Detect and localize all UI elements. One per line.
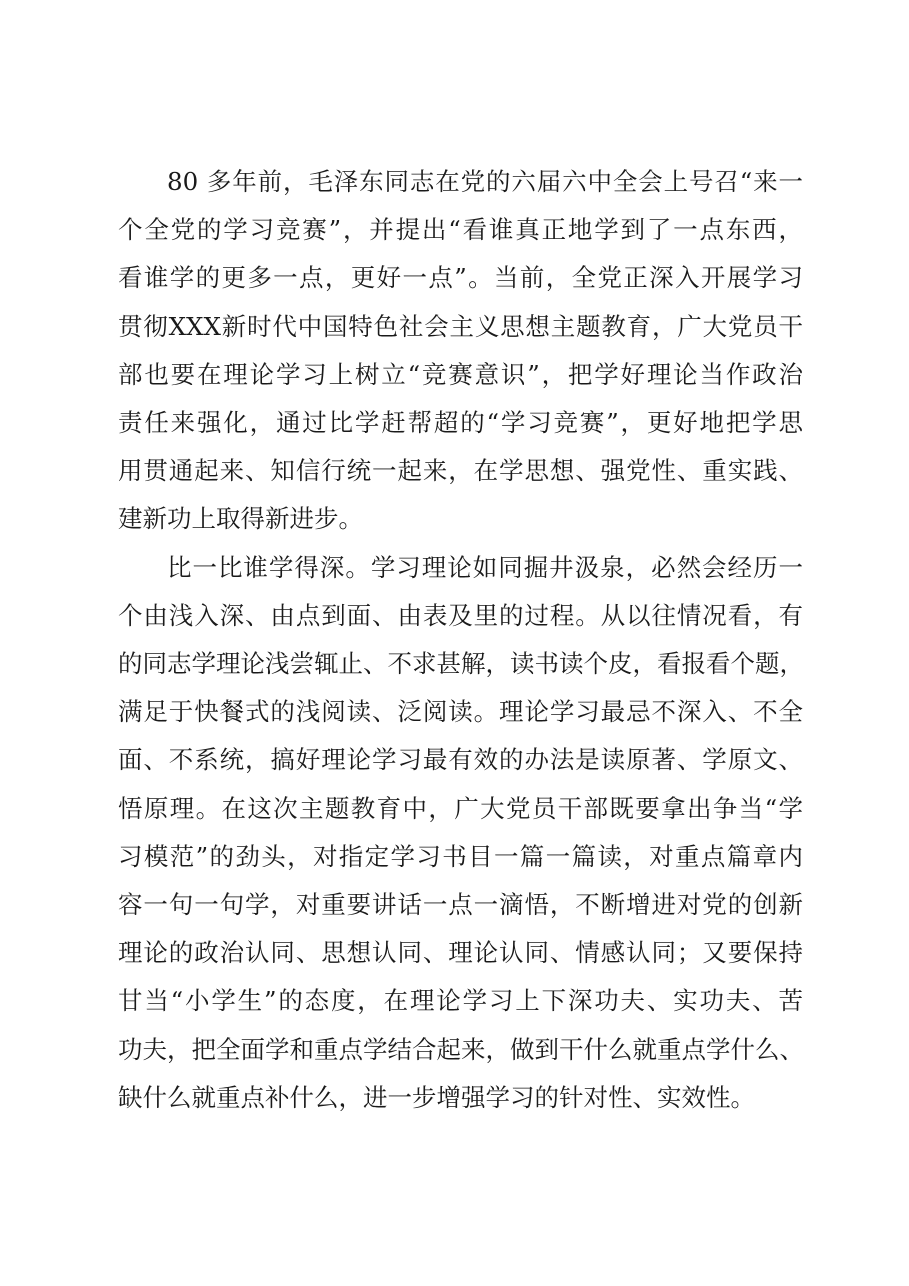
text-line: 的同志学理论浅尝辄止、不求甚解，读书读个皮，看报看个题，	[118, 649, 804, 679]
text-line: 功夫，把全面学和重点学结合起来，做到干什么就重点学什么、	[118, 1034, 804, 1064]
text-line: 满足于快餐式的浅阅读、泛阅读。理论学习最忌不深入、不全	[118, 697, 803, 727]
paragraph-1	[118, 158, 803, 544]
text-line: 个全党的学习竞赛”，并提出“看谁真正地学到了一点东西，	[118, 215, 803, 245]
text-line: 个由浅入深、由点到面、由表及里的过程。从以往情况看，有	[118, 600, 803, 630]
text-line: 建新功上取得新进步。	[118, 504, 363, 534]
text-line: 用贯通起来、知信行统一起来，在学思想、强党性、重实践、	[118, 456, 803, 486]
text-line: 缺什么就重点补什么，进一步增强学习的针对性、实效性。	[118, 1082, 755, 1112]
document-body	[118, 158, 803, 1122]
text-line: 贯彻XXX新时代中国特色社会主义思想主题教育，广大党员干	[118, 311, 803, 341]
text-line: 责任来强化，通过比学赶帮超的“学习竞赛”，更好地把学思	[118, 408, 803, 438]
text-line: 看谁学的更多一点，更好一点”。当前，全党正深入开展学习	[118, 263, 803, 293]
text-line: 容一句一句学，对重要讲话一点一滴悟，不断增进对党的创新	[118, 890, 803, 920]
text-line: 习模范”的劲头，对指定学习书目一篇一篇读，对重点篇章内	[118, 841, 803, 871]
text-line: 部也要在理论学习上树立“竞赛意识”，把学好理论当作政治	[118, 359, 803, 389]
text-line: 甘当“小学生”的态度，在理论学习上下深功夫、实功夫、苦	[118, 986, 803, 1016]
paragraph-2	[118, 544, 803, 1122]
text-line: 80 多年前，毛泽东同志在党的六届六中全会上号召“来一	[167, 167, 803, 196]
text-line: 比一比谁学得深。学习理论如同掘井汲泉，必然会经历一	[167, 552, 803, 582]
text-line: 悟原理。在这次主题教育中，广大党员干部既要拿出争当“学	[118, 793, 803, 823]
text-line: 理论的政治认同、思想认同、理论认同、情感认同；又要保持	[118, 938, 803, 968]
text-line: 面、不系统，搞好理论学习最有效的办法是读原著、学原文、	[118, 745, 803, 775]
